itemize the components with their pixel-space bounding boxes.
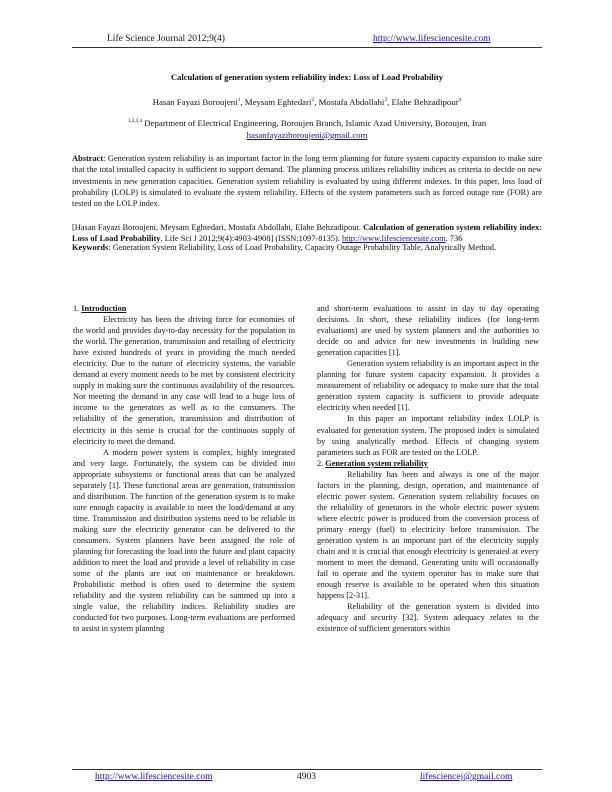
affiliation-sup: 1,2,3,4 (127, 118, 143, 125)
paragraph: Reliability of the generation system is divided into adequacy and security [32]. System adequacy relates to the existence of sufficient generators within (317, 602, 539, 634)
email-link[interactable]: hasanfayaziboroujeni@gmail.com (246, 130, 368, 140)
abstract-text: : Generation system reliability is an important factor in the long term planning for future system capacity expansion to make sure that the total installed capacity is sufficient to support demand. The planning process utilizes reliability indices as criteria to decide on new investments in new generation capacities. Generation system reliability is evaluated by using different indexes. In this paper, loss load of probability (LOLP) is simulated to evaluate the system reliability. Effects of the system parameters such as forced outage rate (FOR) are tested on the LOLP index. (72, 154, 542, 209)
abstract (72, 153, 542, 209)
paragraph: A modern power system is complex, highly integrated and very large. Fortunately, the system can be divided into appropriate subsystems or functional areas that can be analyzed separately [1]. These functional areas are generation, transmission and distribution. The function of the generation system is to make sure enough capacity is available to meet the load/demand at any time. Transmission and distribution systems need to be reliable in making sure the electricity generator can be delivered to the consumers. System planners have been assigned the role of planning for forecasting the load into the future and plant capacity addition to meet the load and provide a level of reliability in case some of the plants are out on maintenance or breakdown. Probabilistic method is often used to determine the system reliability and the system reliability can be summed up into a single value, the reliability indices. Reliability studies are conducted for two purposes. Long-term evaluations are performed to assist in system planning (73, 447, 295, 634)
section-number: 2. (317, 458, 326, 468)
keywords (72, 242, 542, 253)
keywords-text: : Generation System Reliability, Loss of Load Probability, Capacity Outage Probability Table, Analytically Method. (108, 243, 497, 252)
keywords-label: Keywords (72, 243, 109, 252)
citation-authors: [Hasan Fayazi Boroujeni, Meysam Eghtedari, Mostafa Abdollahi, Elahe Behzadipour. (72, 223, 364, 232)
abstract-label: Abstract (72, 154, 104, 163)
section-heading (317, 458, 539, 469)
section-title: Generation system reliability (325, 458, 428, 468)
author-name: , Elahe Behzadipour (387, 97, 459, 107)
page-number: 4903 (297, 772, 316, 782)
author-sup: 1 (237, 97, 241, 104)
right-column (317, 303, 539, 634)
affiliation-text: Department of Electrical Engineering, Boroujen Branch, Islamic Azad University, Boroujen, Iran (142, 118, 487, 128)
paragraph: Generation system reliability is an important aspect in the planning for future system capacity expansion. It provides a measurement of reliability or adequacy to make sure that the total generation system capacity is sufficient to provide adequate electricity when needed [1]. (317, 359, 539, 413)
author-name: Hasan Fayazi Boroujeni (152, 97, 238, 107)
affiliation (72, 118, 542, 128)
paper-title: Calculation of generation system reliability index: Loss of Load Probability (170, 72, 444, 82)
footer-url-link[interactable]: http://www.lifesciencesite.com (95, 772, 213, 782)
citation-url-link[interactable]: http://www.lifesciencesite.com (341, 234, 446, 244)
section-number: 1. (73, 304, 82, 313)
header-url-link[interactable]: http://www.lifesciencesite.com (373, 34, 491, 44)
section-title: Introduction (81, 304, 127, 313)
author-name: , Meysam Eghtedari (240, 97, 312, 107)
footer-email-link[interactable]: lifesciencej@gmail.com (420, 772, 513, 782)
author-list (72, 97, 542, 107)
author-sup: 4 (458, 97, 462, 104)
footer-rule (72, 769, 542, 770)
paragraph: Electricity has been the driving force for economies of the world and provides day-to-day necessity for the population in the world. The generation, transmission and retailing of electricity have existed hundreds of years in providing the much needed electricity. Due to the nature of electricity systems, the variable demand at every moment needs to be met by consistent electricity supply in making sure the continuous availability of the resources. Not meeting the demand in any case will lead to a huge loss of income to the generators as well as to the consumers. The reliability of the generation, transmission and distribution of electricity in this sense is crucial for the continuous supply of electricity to meet the demand. (73, 315, 295, 446)
left-column (73, 303, 295, 634)
author-sup: 2 (311, 97, 315, 104)
section-heading (73, 303, 295, 314)
paragraph: Reliability has been and always is one of the major factors in the planning, design, operation, and maintenance of electric power system. Generation system reliability focuses on the reliability of generators in the whole electric power system where electric power is produced from the conversion process of primary energy (fuel) to electricity before transmission. The generation system is an important part of the electricity supply chain and it is crucial that enough electricity is generated at every moment to meet the demand. Generating units will occasionally fail to operate and the system operator has to make sure that enough reserve is available to be operated when this situation happens [2-31]. (317, 469, 539, 601)
author-name: , Mostafa Abdollahi (314, 97, 385, 107)
journal-name: Life Science Journal 2012;9(4) (107, 34, 225, 44)
running-header (0, 34, 612, 48)
citation-journal: . Life Sci J 2012;9(4):4903-4908] (ISSN:1097-8135). (160, 234, 342, 244)
paragraph: In this paper an important reliability index LOLP is evaluated for generation system. The proposed index is simulated by using analytically method. Effects of changing system parameters such as FOR are tested on the LOLP. (317, 414, 539, 457)
citation-title: Calculation of generation system reliability index: Loss of Load Probability (72, 223, 542, 244)
paragraph: and short-term evaluations to assist in day to day operating decisions. In short, these reliability indices (for long-term evaluations) are used by system planners and the authorities to decide on and advice for new investments in building new generation capacities [1]. (317, 304, 539, 358)
header-rule (72, 47, 542, 48)
citation-end: . 736 (445, 234, 463, 244)
author-email (72, 130, 542, 140)
author-sup: 3 (384, 97, 388, 104)
running-footer (0, 772, 612, 786)
